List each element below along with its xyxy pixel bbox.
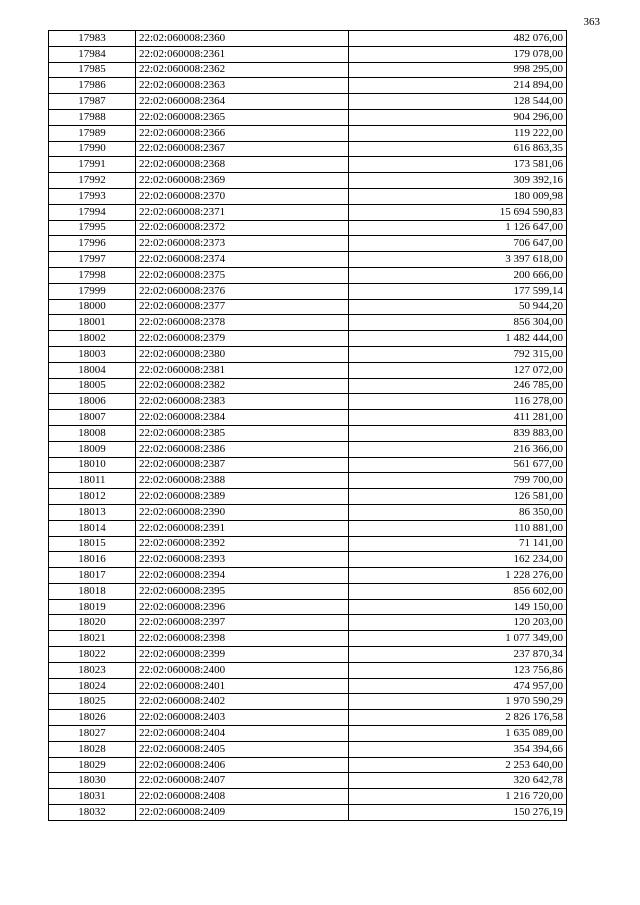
cadastral-number-cell: 22:02:060008:2383 xyxy=(136,394,349,410)
cadastral-value-cell: 474 957,00 xyxy=(349,678,567,694)
cadastral-number-cell: 22:02:060008:2374 xyxy=(136,252,349,268)
cadastral-value-cell: 2 253 640,00 xyxy=(349,757,567,773)
cadastral-number-cell: 22:02:060008:2372 xyxy=(136,220,349,236)
row-number-cell: 17988 xyxy=(49,109,136,125)
cadastral-value-cell: 214 894,00 xyxy=(349,78,567,94)
table-row xyxy=(49,615,567,631)
row-number-cell: 17992 xyxy=(49,173,136,189)
row-number-cell: 18032 xyxy=(49,805,136,821)
row-number-cell: 18000 xyxy=(49,299,136,315)
cadastral-value-cell: 123 756,86 xyxy=(349,662,567,678)
cadastral-number-cell: 22:02:060008:2386 xyxy=(136,441,349,457)
cadastral-number-cell: 22:02:060008:2379 xyxy=(136,331,349,347)
cadastral-value-cell: 179 078,00 xyxy=(349,46,567,62)
cadastral-value-cell: 119 222,00 xyxy=(349,125,567,141)
table-row xyxy=(49,710,567,726)
cadastral-number-cell: 22:02:060008:2375 xyxy=(136,267,349,283)
cadastral-value-cell: 482 076,00 xyxy=(349,31,567,47)
cadastral-value-cell: 561 677,00 xyxy=(349,457,567,473)
row-number-cell: 18024 xyxy=(49,678,136,694)
row-number-cell: 17993 xyxy=(49,188,136,204)
table-row xyxy=(49,410,567,426)
cadastral-number-cell: 22:02:060008:2382 xyxy=(136,378,349,394)
cadastral-value-cell: 998 295,00 xyxy=(349,62,567,78)
table-row xyxy=(49,125,567,141)
row-number-cell: 18027 xyxy=(49,726,136,742)
cadastral-value-cell: 110 881,00 xyxy=(349,520,567,536)
cadastral-value-cell: 149 150,00 xyxy=(349,599,567,615)
table-row xyxy=(49,315,567,331)
table-row xyxy=(49,94,567,110)
table-row xyxy=(49,441,567,457)
table-row xyxy=(49,678,567,694)
row-number-cell: 18001 xyxy=(49,315,136,331)
cadastral-value-cell: 128 544,00 xyxy=(349,94,567,110)
cadastral-number-cell: 22:02:060008:2380 xyxy=(136,346,349,362)
table-row xyxy=(49,599,567,615)
cadastral-number-cell: 22:02:060008:2360 xyxy=(136,31,349,47)
row-number-cell: 17990 xyxy=(49,141,136,157)
cadastral-number-cell: 22:02:060008:2373 xyxy=(136,236,349,252)
cadastral-number-cell: 22:02:060008:2397 xyxy=(136,615,349,631)
cadastral-value-cell: 354 394,66 xyxy=(349,741,567,757)
row-number-cell: 18030 xyxy=(49,773,136,789)
row-number-cell: 18015 xyxy=(49,536,136,552)
table-row xyxy=(49,568,567,584)
cadastral-number-cell: 22:02:060008:2364 xyxy=(136,94,349,110)
row-number-cell: 18025 xyxy=(49,694,136,710)
table-row xyxy=(49,236,567,252)
cadastral-value-cell: 1 228 276,00 xyxy=(349,568,567,584)
table-body xyxy=(49,31,567,821)
cadastral-value-cell: 904 296,00 xyxy=(349,109,567,125)
cadastral-value-cell: 839 883,00 xyxy=(349,425,567,441)
cadastral-value-cell: 320 642,78 xyxy=(349,773,567,789)
cadastral-value-cell: 173 581,06 xyxy=(349,157,567,173)
row-number-cell: 18016 xyxy=(49,552,136,568)
cadastral-value-cell: 1 216 720,00 xyxy=(349,789,567,805)
row-number-cell: 18017 xyxy=(49,568,136,584)
row-number-cell: 18026 xyxy=(49,710,136,726)
cadastral-value-cell: 1 077 349,00 xyxy=(349,631,567,647)
table-row xyxy=(49,457,567,473)
row-number-cell: 17997 xyxy=(49,252,136,268)
cadastral-value-cell: 3 397 618,00 xyxy=(349,252,567,268)
cadastral-number-cell: 22:02:060008:2369 xyxy=(136,173,349,189)
row-number-cell: 18031 xyxy=(49,789,136,805)
page-number: 363 xyxy=(583,16,600,28)
row-number-cell: 17987 xyxy=(49,94,136,110)
row-number-cell: 18028 xyxy=(49,741,136,757)
cadastral-value-table xyxy=(48,30,567,821)
cadastral-number-cell: 22:02:060008:2403 xyxy=(136,710,349,726)
cadastral-number-cell: 22:02:060008:2392 xyxy=(136,536,349,552)
row-number-cell: 17983 xyxy=(49,31,136,47)
row-number-cell: 17986 xyxy=(49,78,136,94)
table-row xyxy=(49,726,567,742)
cadastral-number-cell: 22:02:060008:2394 xyxy=(136,568,349,584)
row-number-cell: 18021 xyxy=(49,631,136,647)
cadastral-number-cell: 22:02:060008:2384 xyxy=(136,410,349,426)
row-number-cell: 18007 xyxy=(49,410,136,426)
cadastral-value-cell: 1 126 647,00 xyxy=(349,220,567,236)
table-row xyxy=(49,46,567,62)
cadastral-value-cell: 162 234,00 xyxy=(349,552,567,568)
table-row xyxy=(49,773,567,789)
cadastral-value-cell: 411 281,00 xyxy=(349,410,567,426)
table-row xyxy=(49,520,567,536)
table-row xyxy=(49,662,567,678)
cadastral-value-cell: 127 072,00 xyxy=(349,362,567,378)
cadastral-value-cell: 150 276,19 xyxy=(349,805,567,821)
cadastral-value-cell: 792 315,00 xyxy=(349,346,567,362)
table-row xyxy=(49,362,567,378)
row-number-cell: 18003 xyxy=(49,346,136,362)
row-number-cell: 17995 xyxy=(49,220,136,236)
table-row xyxy=(49,252,567,268)
cadastral-value-cell: 15 694 590,83 xyxy=(349,204,567,220)
cadastral-number-cell: 22:02:060008:2399 xyxy=(136,647,349,663)
cadastral-value-cell: 2 826 176,58 xyxy=(349,710,567,726)
cadastral-number-cell: 22:02:060008:2391 xyxy=(136,520,349,536)
row-number-cell: 18008 xyxy=(49,425,136,441)
cadastral-value-cell: 216 366,00 xyxy=(349,441,567,457)
table-row xyxy=(49,631,567,647)
cadastral-number-cell: 22:02:060008:2400 xyxy=(136,662,349,678)
cadastral-value-cell: 856 602,00 xyxy=(349,583,567,599)
table-row xyxy=(49,583,567,599)
row-number-cell: 17998 xyxy=(49,267,136,283)
table-row xyxy=(49,378,567,394)
cadastral-number-cell: 22:02:060008:2362 xyxy=(136,62,349,78)
row-number-cell: 18010 xyxy=(49,457,136,473)
cadastral-number-cell: 22:02:060008:2388 xyxy=(136,473,349,489)
row-number-cell: 17996 xyxy=(49,236,136,252)
table-row xyxy=(49,220,567,236)
row-number-cell: 18009 xyxy=(49,441,136,457)
table-row xyxy=(49,299,567,315)
cadastral-number-cell: 22:02:060008:2370 xyxy=(136,188,349,204)
cadastral-value-cell: 177 599,14 xyxy=(349,283,567,299)
table-row xyxy=(49,425,567,441)
table-row xyxy=(49,536,567,552)
cadastral-number-cell: 22:02:060008:2387 xyxy=(136,457,349,473)
row-number-cell: 17984 xyxy=(49,46,136,62)
cadastral-number-cell: 22:02:060008:2363 xyxy=(136,78,349,94)
row-number-cell: 18019 xyxy=(49,599,136,615)
cadastral-value-cell: 1 482 444,00 xyxy=(349,331,567,347)
cadastral-number-cell: 22:02:060008:2396 xyxy=(136,599,349,615)
table-row xyxy=(49,805,567,821)
row-number-cell: 17985 xyxy=(49,62,136,78)
cadastral-value-cell: 1 635 089,00 xyxy=(349,726,567,742)
row-number-cell: 18020 xyxy=(49,615,136,631)
cadastral-number-cell: 22:02:060008:2377 xyxy=(136,299,349,315)
cadastral-number-cell: 22:02:060008:2361 xyxy=(136,46,349,62)
cadastral-value-cell: 616 863,35 xyxy=(349,141,567,157)
row-number-cell: 18004 xyxy=(49,362,136,378)
table-row xyxy=(49,173,567,189)
cadastral-number-cell: 22:02:060008:2409 xyxy=(136,805,349,821)
cadastral-value-cell: 246 785,00 xyxy=(349,378,567,394)
cadastral-value-cell: 180 009,98 xyxy=(349,188,567,204)
row-number-cell: 18002 xyxy=(49,331,136,347)
cadastral-number-cell: 22:02:060008:2381 xyxy=(136,362,349,378)
row-number-cell: 17991 xyxy=(49,157,136,173)
cadastral-number-cell: 22:02:060008:2401 xyxy=(136,678,349,694)
table-row xyxy=(49,62,567,78)
cadastral-number-cell: 22:02:060008:2366 xyxy=(136,125,349,141)
cadastral-number-cell: 22:02:060008:2365 xyxy=(136,109,349,125)
cadastral-value-cell: 120 203,00 xyxy=(349,615,567,631)
cadastral-value-cell: 799 700,00 xyxy=(349,473,567,489)
cadastral-number-cell: 22:02:060008:2395 xyxy=(136,583,349,599)
cadastral-number-cell: 22:02:060008:2406 xyxy=(136,757,349,773)
table-row xyxy=(49,267,567,283)
table-row xyxy=(49,757,567,773)
cadastral-number-cell: 22:02:060008:2376 xyxy=(136,283,349,299)
cadastral-number-cell: 22:02:060008:2407 xyxy=(136,773,349,789)
cadastral-value-cell: 116 278,00 xyxy=(349,394,567,410)
table-row xyxy=(49,694,567,710)
cadastral-value-cell: 706 647,00 xyxy=(349,236,567,252)
row-number-cell: 18022 xyxy=(49,647,136,663)
cadastral-number-cell: 22:02:060008:2368 xyxy=(136,157,349,173)
table-row xyxy=(49,504,567,520)
row-number-cell: 18018 xyxy=(49,583,136,599)
row-number-cell: 18005 xyxy=(49,378,136,394)
table-row xyxy=(49,109,567,125)
table-row xyxy=(49,552,567,568)
row-number-cell: 18014 xyxy=(49,520,136,536)
table-row xyxy=(49,188,567,204)
table-row xyxy=(49,394,567,410)
table-row xyxy=(49,141,567,157)
cadastral-number-cell: 22:02:060008:2408 xyxy=(136,789,349,805)
row-number-cell: 17989 xyxy=(49,125,136,141)
table-row xyxy=(49,31,567,47)
cadastral-value-cell: 237 870,34 xyxy=(349,647,567,663)
cadastral-number-cell: 22:02:060008:2393 xyxy=(136,552,349,568)
row-number-cell: 17999 xyxy=(49,283,136,299)
cadastral-value-cell: 71 141,00 xyxy=(349,536,567,552)
cadastral-number-cell: 22:02:060008:2378 xyxy=(136,315,349,331)
table-row xyxy=(49,741,567,757)
row-number-cell: 18013 xyxy=(49,504,136,520)
cadastral-value-cell: 86 350,00 xyxy=(349,504,567,520)
cadastral-value-cell: 856 304,00 xyxy=(349,315,567,331)
table-row xyxy=(49,157,567,173)
table-row xyxy=(49,489,567,505)
cadastral-number-cell: 22:02:060008:2389 xyxy=(136,489,349,505)
table-row xyxy=(49,331,567,347)
table-row xyxy=(49,789,567,805)
table-row xyxy=(49,78,567,94)
cadastral-number-cell: 22:02:060008:2367 xyxy=(136,141,349,157)
cadastral-value-cell: 50 944,20 xyxy=(349,299,567,315)
cadastral-value-cell: 200 666,00 xyxy=(349,267,567,283)
cadastral-value-cell: 126 581,00 xyxy=(349,489,567,505)
row-number-cell: 18011 xyxy=(49,473,136,489)
cadastral-number-cell: 22:02:060008:2385 xyxy=(136,425,349,441)
table-row xyxy=(49,346,567,362)
table-row xyxy=(49,204,567,220)
table-row xyxy=(49,473,567,489)
cadastral-number-cell: 22:02:060008:2390 xyxy=(136,504,349,520)
table-row xyxy=(49,283,567,299)
row-number-cell: 18023 xyxy=(49,662,136,678)
cadastral-number-cell: 22:02:060008:2371 xyxy=(136,204,349,220)
row-number-cell: 18029 xyxy=(49,757,136,773)
table-row xyxy=(49,647,567,663)
cadastral-number-cell: 22:02:060008:2404 xyxy=(136,726,349,742)
cadastral-number-cell: 22:02:060008:2405 xyxy=(136,741,349,757)
row-number-cell: 18006 xyxy=(49,394,136,410)
row-number-cell: 18012 xyxy=(49,489,136,505)
row-number-cell: 17994 xyxy=(49,204,136,220)
cadastral-number-cell: 22:02:060008:2398 xyxy=(136,631,349,647)
cadastral-value-cell: 1 970 590,29 xyxy=(349,694,567,710)
cadastral-value-cell: 309 392,16 xyxy=(349,173,567,189)
cadastral-number-cell: 22:02:060008:2402 xyxy=(136,694,349,710)
